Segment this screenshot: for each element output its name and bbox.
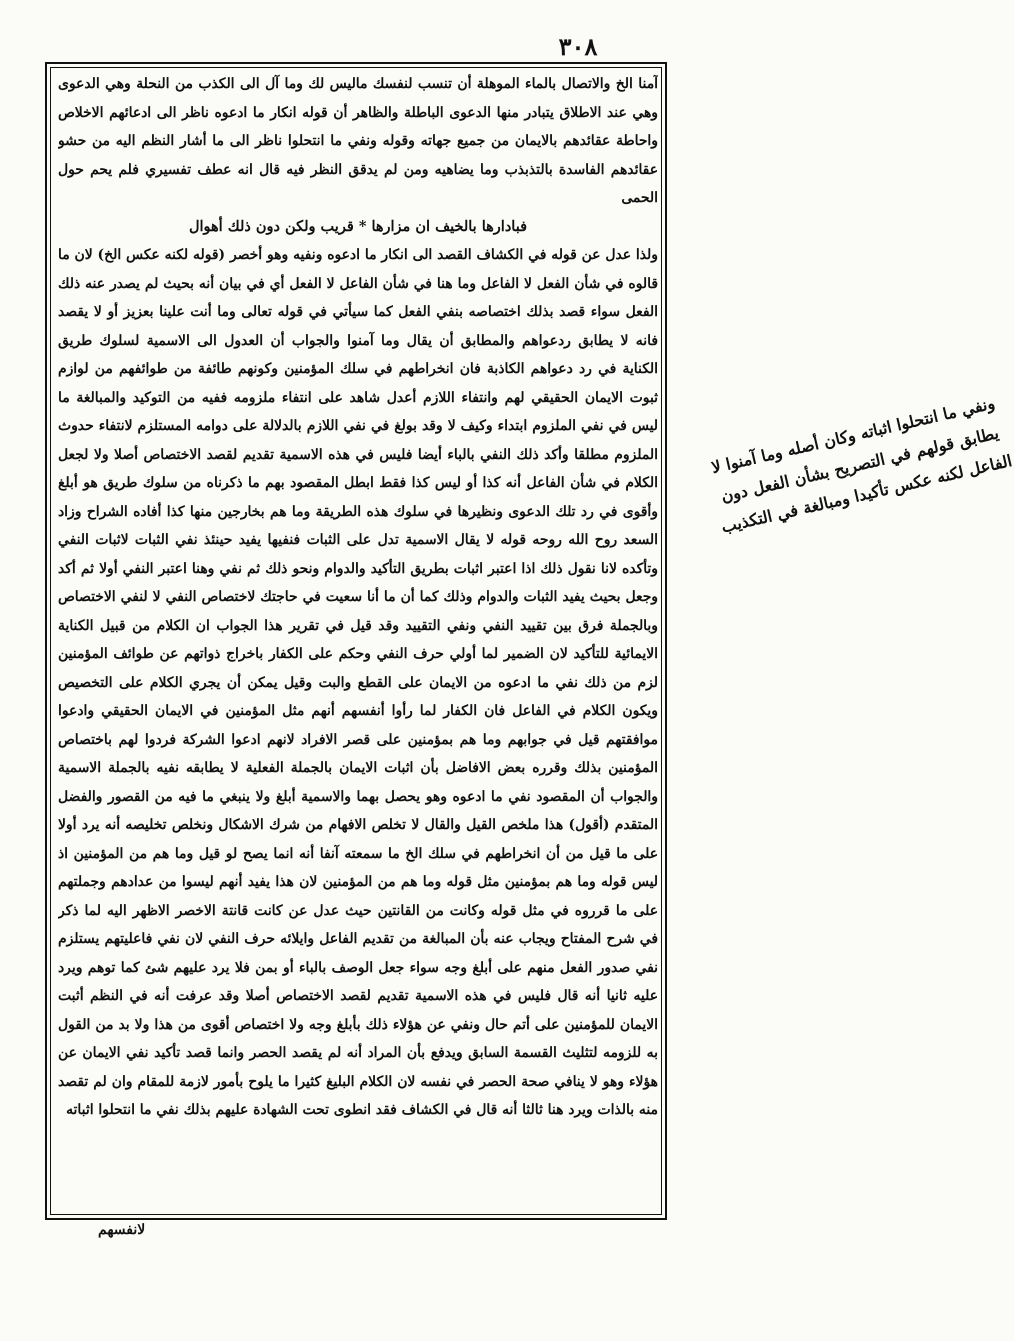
catchword: لانفسهم <box>98 1222 146 1238</box>
paragraph: ولذا عدل عن قوله في الكشاف القصد الى انكار ما ادعوه ونفيه وهو أخصر (قوله لكنه عكس الخ) لان ما قالوه في شأن الفعل لا الفاعل وما هنا في شأن الفاعل لا الفعل أي في بيان أنه بحيث لم يصدر عنه ذلك الفعل سواء قصد بذلك اختصاصه بنفي الفعل كما سيأتي في قوله تعالى وما أنت علينا بعزيز أو لا يقصد فانه لا يطابق ردعواهم والمطابق أن يقال وما آمنوا والجواب أن العدول الى الاسمية لسلوك طريق الكناية في رد دعواهم الكاذبة فان انخراطهم في سلك المؤمنين وكونهم طائفة من طوائفهم من لوازم ثبوت الايمان الحقيقي لهم وانتفاء اللازم أعدل شاهد على انتفاء ملزومه ففيه من التوكيد والمبالغة ما ليس في نفي الملزوم ابتداء وكيف لا وقد بولغ في نفي اللازم بالدلالة على دوامه المستلزم لانتفاء حدوث الملزوم مطلقا وأكد ذلك النفي بالباء أيضا فليس في هذه الاسمية تقديم لقصد الاختصاص أصلا ولا لجعل الكلام في شأن الفاعل أنه كذا أو ليس كذا فقط ابطل المقصود بهم ما ذكرناه من سلوك طريق هو أبلغ وأقوى في رد تلك الدعوى ونظيرها في سلوك هذه الطريقة وما هم بخارجين منها كذا أفاده الشراح وزاد السعد روح الله روحه قوله لا يقال الاسمية تدل على الثبات فنفيها يفيد حينئذ نفي الثبات لاثبات النفي وتأكده لانا نقول ذلك اذا اعتبر اثبات بطريق التأكيد والدوام ونحو ذلك ثم نفي وهنا اعتبر النفي أولا ثم أكد وجعل بحيث يفيد الثبات والدوام وذلك كما أن ما أنا سعيت في حاجتك لاختصاص النفي لا لنفي الاختصاص وبالجملة فرق بين تقييد النفي ونفي التقييد وقد قيل في تقرير هذا الجواب ان الكلام من قبيل الكناية الايمائية للتأكيد لان الضمير لما أولي حرف النفي وحكم على الكفار باخراج ذواتهم عن طوائف المؤمنين لزم من ذلك نفي ما ادعوه من الايمان على القطع والبت وقيل يمكن أن يجري الكلام على التخصيص ويكون الكلام في الفاعل فان الكفار لما رأوا أنفسهم أنهم مثل المؤمنين في الايمان الحقيقي وادعوا موافقتهم قيل في جوابهم وما هم بمؤمنين على قصر الافراد لانهم ادعوا الشركة فردوا لهم باختصاص المؤمنين بذلك وقرره بعض الافاضل بأن اثبات الايمان بالجملة الفعلية لا يطابقه نفيه بالجملة الاسمية والجواب أن المقصود نفي ما ادعوه وهو يحصل بهما والاسمية أبلغ ولا ينبغي ما فيه من القصور والفضل المتقدم (أقول) هذا ملخص القيل والقال لا تخلص الافهام من شرك الاشكال ونخلص تخليصه أنه يرد أولا على ما قيل من أن انخراطهم في سلك الخ ما سمعته آنفا أنه انما يصح لو قيل وما هم من المؤمنين اذ ليس قوله وما هم بمؤمنين مثل قوله وما هم من المؤمنين لان هذا يفيد أنهم ليسوا من عدادهم وجملتهم على ما قرروه في مثل قوله وكانت من القانتين حيث عدل عن كانت قانتة الاخصر الاظهر اليه لما ذكر في شرح المفتاح ويجاب عنه بأن المبالغة من تقديم الفاعل وايلائه حرف النفي لان نفي فاعليتهم يستلزم نفي صدور الفعل منهم على أبلغ وجه سواء جعل الوصف بالباء أو بمن فلا يرد عليهم شئ كما توهم ويرد عليه ثانيا أنه قال فليس في هذه الاسمية تقديم لقصد الاختصاص أصلا وقد عرفت أنه في النظم أثبت الايمان للمؤمنين على أتم حال ونفي عن هؤلاء ذلك بأبلغ وجه ولا اختصاص أقوى من هذا ولا بد من القول به للزومه لتثليث القسمة السابق ويدفع بأن المراد أنه لم يقصد الحصر وانما قصد تأكيد نفي الايمان عن هؤلاء وهو لا ينافي صحة الحصر في نفسه لان الكلام البليغ كثيرا ما يلوح بأمور لازمة للمقام وان لم تقصد منه بالذات ويرد هنا ثالثا أنه قال في الكشاف فقد انطوى تحت الشهادة عليهم بذلك نفي ما انتحلوا اثباته <box>58 247 658 1118</box>
marginal-note: ونفي ما انتحلوا اثباته وكان أصله وما آمنوا لا يطابق قولهم في التصريح بشأن الفعل دون الفاعل لكنه عكس تأكيدا ومبالغة في التكذيب <box>709 393 1014 537</box>
main-text-block <box>58 70 658 1216</box>
verse-line: فبادارها بالخيف ان مزارها * قريب ولكن دون ذلك أهوال <box>188 217 528 235</box>
page-number: ٣٠٨ <box>558 32 598 61</box>
paragraph: آمنا الخ والاتصال بالماء الموهلة أن تنسب لنفسك ماليس لك وما آل الى الكذب من النحلة وهي الدعوى وهي عند الاطلاق يتبادر منها الدعوى الباطلة والظاهر أن قوله انكار ما ادعوه ناظر الى ادعائهم الاخلاص واحاطة عقائدهم بالايمان من جميع جهاته وقوله ونفي ما انتحلوا ناظر الى ما أشار النظم اليه من حشو عقائدهم الفاسدة بالتذبذب وما يضاهيه ومن لم يدقق النظر فيه قال انه عطف تفسيري فلم يحم حول الحمى <box>58 76 658 206</box>
